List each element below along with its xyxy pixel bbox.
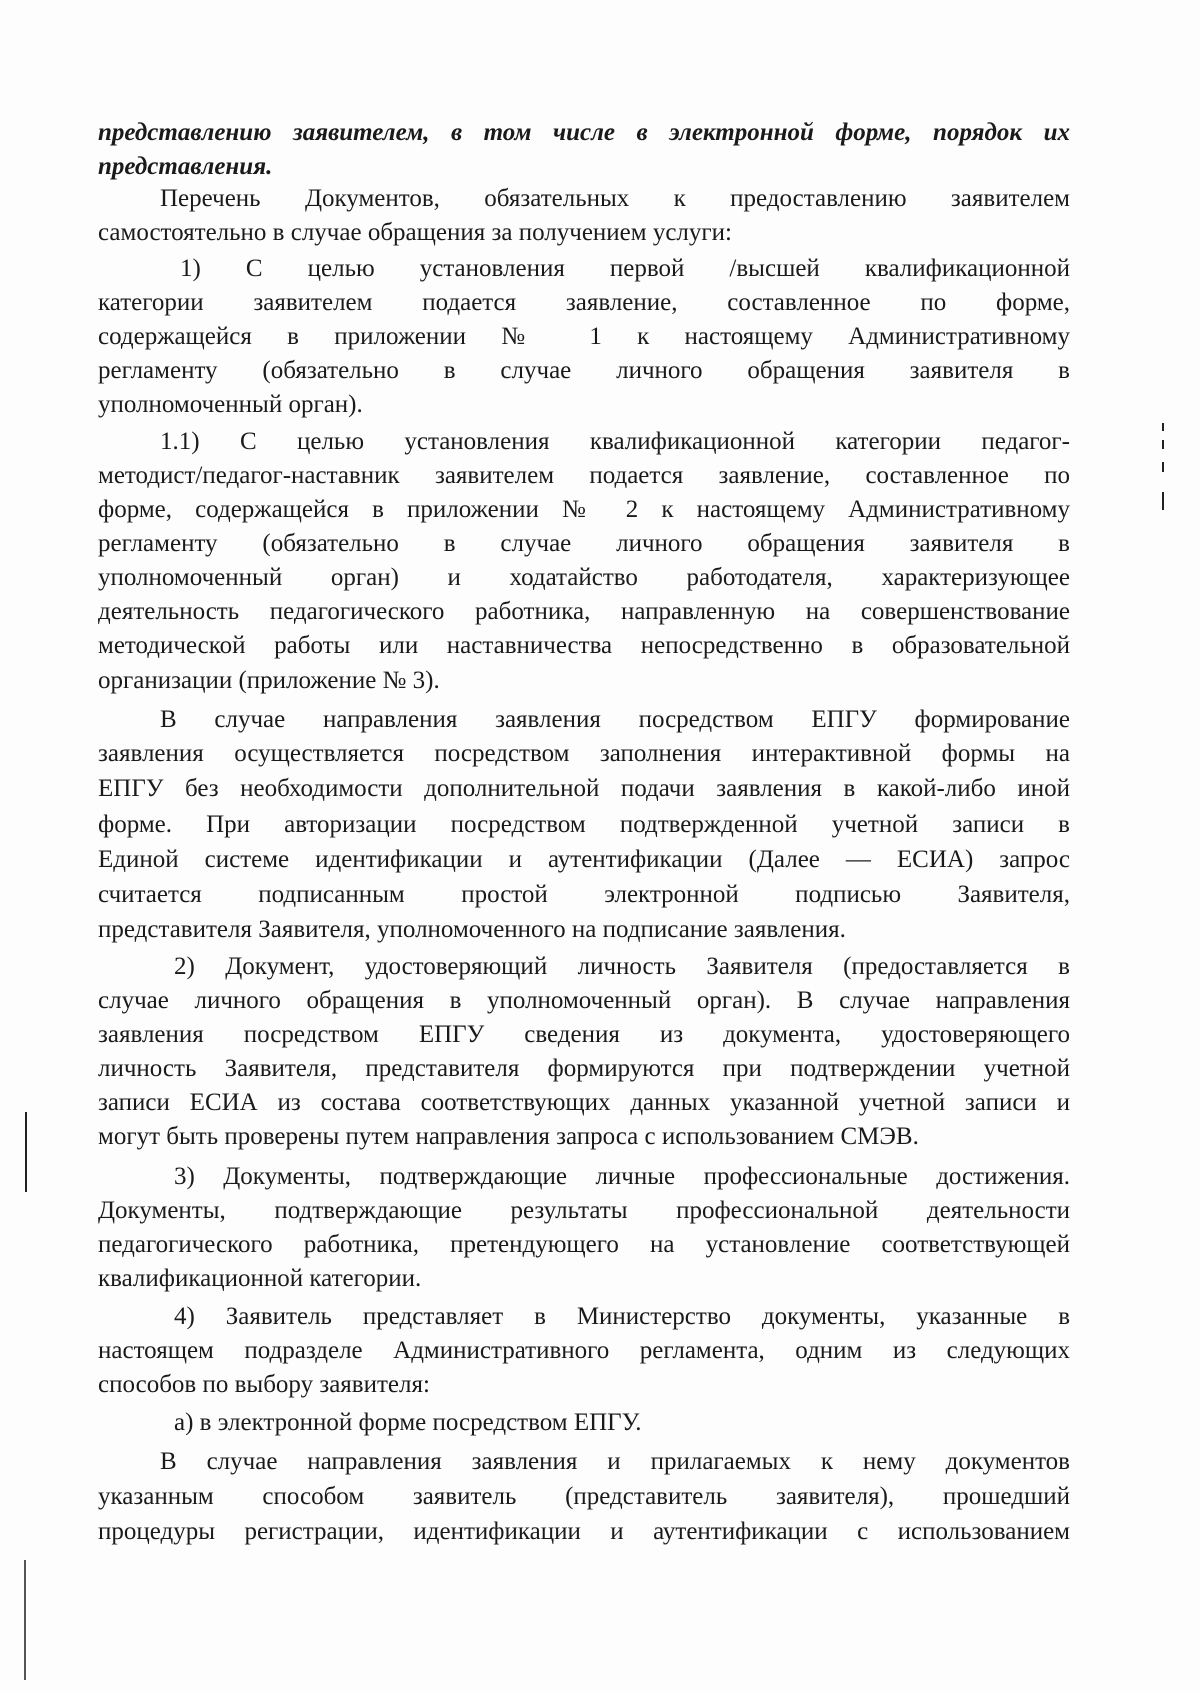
- text-line: регламенту (обязательно в случае личного обращения заявителя в: [98, 530, 1070, 557]
- heading-line-1: представлению заявителем, в том числе в электронной форме, порядок их: [98, 119, 1070, 146]
- text-line: ЕПГУ без необходимости дополнительной подачи заявления в какой-либо иной: [98, 775, 1070, 802]
- text-line: записи ЕСИА из состава соответствующих данных указанной учетной записи и: [98, 1089, 1070, 1116]
- text-line: настоящем подразделе Административного регламента, одним из следующих: [98, 1337, 1070, 1364]
- scan-mark: [1162, 440, 1164, 449]
- text-line: Перечень Документов, обязательных к предоставлению заявителем: [160, 185, 1070, 212]
- text-line: случае личного обращения в уполномоченный орган). В случае направления: [98, 987, 1070, 1014]
- text-line: форме. При авторизации посредством подтвержденной учетной записи в: [98, 811, 1070, 838]
- text-line: уполномоченный орган) и ходатайство работодателя, характеризующее: [98, 564, 1070, 591]
- text-line: В случае направления заявления посредством ЕПГУ формирование: [160, 706, 1070, 733]
- text-line: Документы, подтверждающие результаты профессиональной деятельности: [98, 1197, 1070, 1224]
- heading-line-2: представления.: [98, 153, 273, 180]
- text-line: организации (приложение № 3).: [98, 667, 440, 694]
- text-line: считается подписанным простой электронной подписью Заявителя,: [98, 881, 1070, 908]
- text-line: представителя Заявителя, уполномоченного на подписание заявления.: [98, 916, 846, 943]
- text-line: Единой системе идентификации и аутентификации (Далее — ЕСИА) запрос: [98, 846, 1070, 873]
- text-line: самостоятельно в случае обращения за получением услуги:: [98, 219, 732, 246]
- text-line: методической работы или наставничества непосредственно в образовательной: [98, 632, 1070, 659]
- text-line: могут быть проверены путем направления запроса с использованием СМЭВ.: [98, 1123, 919, 1150]
- scan-mark: [1162, 492, 1164, 510]
- text-line: содержащейся в приложении № 1 к настоящему Административному: [98, 323, 1070, 350]
- text-line: заявления осуществляется посредством заполнения интерактивной формы на: [98, 740, 1070, 767]
- text-line: 3) Документы, подтверждающие личные профессиональные достижения.: [174, 1163, 1070, 1190]
- text-line: деятельность педагогического работника, направленную на совершенствование: [98, 598, 1070, 625]
- text-line: В случае направления заявления и прилагаемых к нему документов: [160, 1448, 1070, 1475]
- text-line: уполномоченный орган).: [98, 391, 363, 418]
- text-line: указанным способом заявитель (представитель заявителя), прошедший: [98, 1483, 1070, 1510]
- text-line: заявления посредством ЕПГУ сведения из документа, удостоверяющего: [98, 1021, 1070, 1048]
- text-line: процедуры регистрации, идентификации и аутентификации с использованием: [98, 1518, 1070, 1545]
- text-line: 2) Документ, удостоверяющий личность Заявителя (предоставляется в: [174, 953, 1070, 980]
- text-line: 1) С целью установления первой /высшей квалификационной: [180, 255, 1070, 282]
- text-line: категории заявителем подается заявление, составленное по форме,: [98, 289, 1070, 316]
- text-line: 4) Заявитель представляет в Министерство документы, указанные в: [174, 1303, 1070, 1330]
- text-line: квалификационной категории.: [98, 1265, 422, 1292]
- scan-mark: [1162, 462, 1164, 472]
- text-line: а) в электронной форме посредством ЕПГУ.: [174, 1409, 642, 1436]
- scan-mark: [24, 1560, 26, 1680]
- scan-mark: [25, 1112, 27, 1192]
- text-line: методист/педагог-наставник заявителем подается заявление, составленное по: [98, 462, 1070, 489]
- text-line: педагогического работника, претендующего на установление соответствующей: [98, 1231, 1070, 1258]
- text-line: личность Заявителя, представителя формируются при подтверждении учетной: [98, 1055, 1070, 1082]
- text-line: форме, содержащейся в приложении № 2 к настоящему Административному: [98, 496, 1070, 523]
- text-line: 1.1) С целью установления квалификационной категории педагог-: [160, 428, 1070, 455]
- text-line: способов по выбору заявителя:: [98, 1371, 430, 1398]
- text-line: регламенту (обязательно в случае личного обращения заявителя в: [98, 357, 1070, 384]
- scan-mark: [1162, 423, 1164, 431]
